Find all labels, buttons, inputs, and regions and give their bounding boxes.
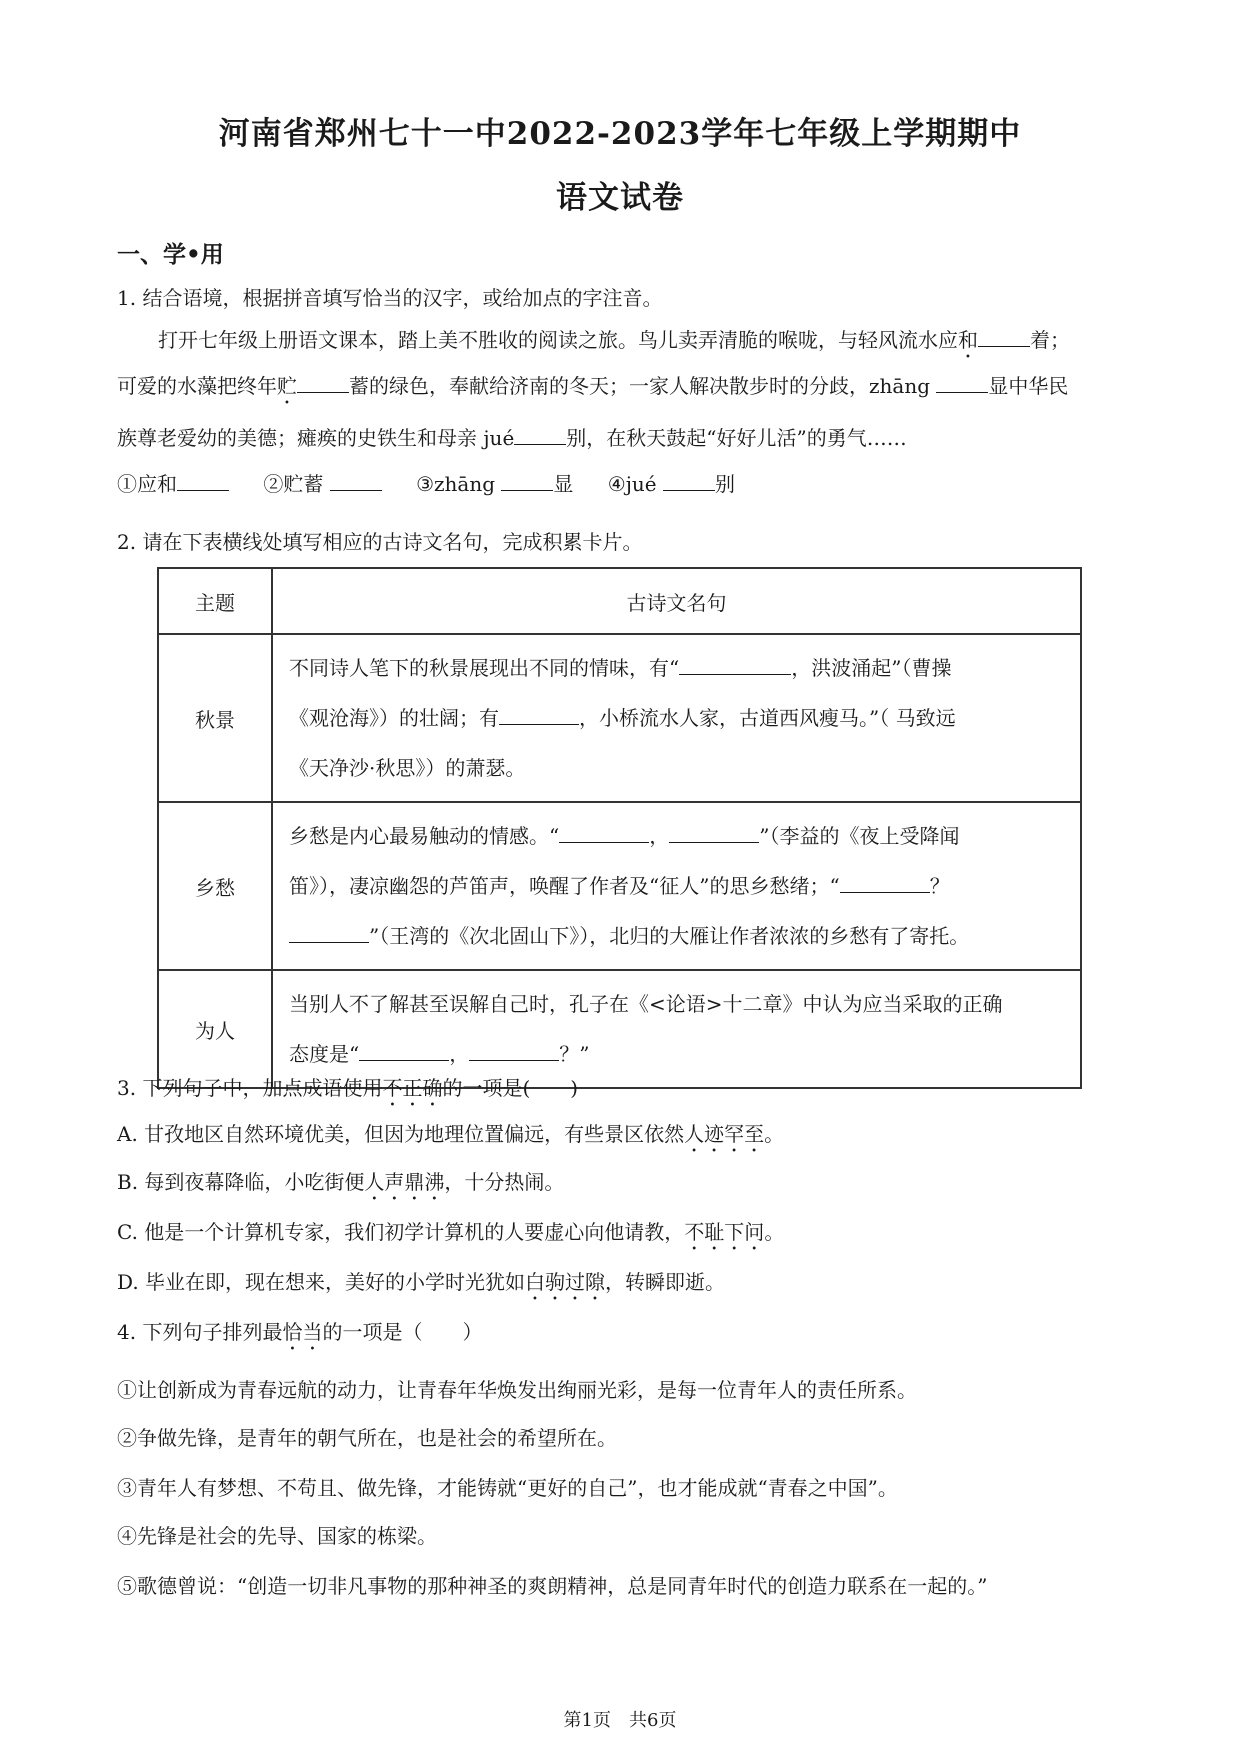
answer-blank[interactable] xyxy=(514,424,566,445)
answer-blank[interactable] xyxy=(679,654,791,675)
q3-option-b: B. 每到夜幕降临，小吃街便人声鼎沸，十分热闹。 xyxy=(117,1170,565,1194)
q3-stem: 3. 下列句子中，加点成语使用不正确的一项是( ) xyxy=(117,1076,579,1100)
answer-blank[interactable] xyxy=(936,372,988,393)
lines-homesick: 乡愁是内心最易触动的情感。“ ， ”（李益的《夜上受降闻 笛》），凄凉幽怨的芦笛声，唤醒了作者及“征人”的思乡愁绪；“ ？ ”（王湾的《次北固山下》），北归的大雁让作者浓浓的乡愁有了寄托。 xyxy=(272,802,1081,970)
table-row xyxy=(158,634,1081,802)
q4-stem: 4. 下列句子排列最恰当的一项是（ ） xyxy=(117,1320,483,1344)
q4-sentence-5: ⑤歌德曾说：“创造一切非凡事物的那种神圣的爽朗精神，总是同青年时代的创造力联系在一起的。” xyxy=(117,1574,988,1598)
dotted-char: 和 xyxy=(958,328,978,352)
dotted-idiom: 不耻下问 xyxy=(684,1220,765,1244)
q2-stem: 2. 请在下表横线处填写相应的古诗文名句，完成积累卡片。 xyxy=(117,530,643,554)
theme-homesick: 乡愁 xyxy=(158,802,272,970)
answer-blank[interactable] xyxy=(469,1040,559,1061)
lines-autumn: 不同诗人笔下的秋景展现出不同的情味，有“ ，洪波涌起”（曹操 《观沧海》）的壮阔；有 ，小桥流水人家，古道西风瘦马。”（ 马致远 《天净沙·秋思》）的萧瑟。 xyxy=(272,634,1081,802)
q3-option-a: A. 甘孜地区自然环境优美，但因为地理位置偏远，有些景区依然人迹罕至。 xyxy=(117,1122,785,1146)
q1-passage-line1: 打开七年级上册语文课本，踏上美不胜收的阅读之旅。鸟儿卖弄清脆的喉咙，与轻风流水应和 着； xyxy=(158,328,1070,352)
answer-blank[interactable] xyxy=(559,822,649,843)
dotted-text: 不正确 xyxy=(382,1076,443,1100)
q4-sentence-1: ①让创新成为青春远航的动力，让青春年华焕发出绚丽光彩，是每一位青年人的责任所系。 xyxy=(117,1378,917,1402)
q3-option-c: C. 他是一个计算机专家，我们初学计算机的人要虚心向他请教，不耻下问。 xyxy=(117,1220,785,1244)
section-heading: 一、学•用 xyxy=(117,241,224,268)
q4-sentence-2: ②争做先锋，是青年的朝气所在，也是社会的希望所在。 xyxy=(117,1426,617,1450)
q1-passage-line3: 族尊老爱幼的美德；瘫痪的史铁生和母亲 jué 别，在秋天鼓起“好好儿活”的勇气…… xyxy=(117,426,907,450)
answer-blank[interactable] xyxy=(359,1040,449,1061)
answer-blank[interactable] xyxy=(663,470,715,491)
dotted-idiom: 人迹罕至 xyxy=(684,1122,765,1146)
answer-blank[interactable] xyxy=(330,470,382,491)
dotted-char: 贮 xyxy=(277,374,297,398)
q1-answers: ①应和 ②贮蓄 ③zhāng 显 ④jué 别 xyxy=(117,472,735,496)
exam-title-line2: 语文试卷 xyxy=(556,180,684,216)
dotted-text: 恰当 xyxy=(282,1320,323,1344)
q4-sentence-4: ④先锋是社会的先导、国家的栋梁。 xyxy=(117,1524,437,1548)
poem-card-table xyxy=(157,567,1082,1089)
q4-sentence-3: ③青年人有梦想、不苟且、做先锋，才能铸就“更好的自己”，也才能成就“青春之中国”。 xyxy=(117,1476,898,1500)
answer-blank[interactable] xyxy=(840,872,930,893)
theme-conduct: 为人 xyxy=(158,970,272,1088)
theme-autumn: 秋景 xyxy=(158,634,272,802)
lines-conduct: 当别人不了解甚至误解自己时，孔子在《<论语>十二章》中认为应当采取的正确 态度是“ ， ？” xyxy=(272,970,1081,1088)
table-row xyxy=(158,802,1081,970)
answer-blank[interactable] xyxy=(501,470,553,491)
answer-blank[interactable] xyxy=(499,704,579,725)
q1-passage-line2: 可爱的水藻把终年贮 蓄的绿色，奉献给济南的冬天；一家人解决散步时的分歧，zhāng 显中华民 xyxy=(117,374,1069,398)
table-row xyxy=(158,970,1081,1088)
answer-blank[interactable] xyxy=(297,372,349,393)
answer-blank[interactable] xyxy=(289,922,369,943)
q1-stem: 1. 结合语境，根据拼音填写恰当的汉字，或给加点的字注音。 xyxy=(117,286,663,310)
page-footer: 第1页 共6页 xyxy=(563,1710,677,1731)
answer-blank[interactable] xyxy=(978,326,1030,347)
dotted-idiom: 白驹过隙 xyxy=(525,1270,606,1294)
q3-option-d: D. 毕业在即，现在想来，美好的小学时光犹如白驹过隙，转瞬即逝。 xyxy=(117,1270,726,1294)
answer-blank[interactable] xyxy=(669,822,759,843)
table-header-row xyxy=(158,568,1081,634)
col-theme: 主题 xyxy=(158,568,272,634)
dotted-idiom: 人声鼎沸 xyxy=(364,1170,445,1194)
col-lines: 古诗文名句 xyxy=(272,568,1081,634)
exam-title-line1: 河南省郑州七十一中2022-2023学年七年级上学期期中 xyxy=(218,116,1022,152)
answer-blank[interactable] xyxy=(177,470,229,491)
